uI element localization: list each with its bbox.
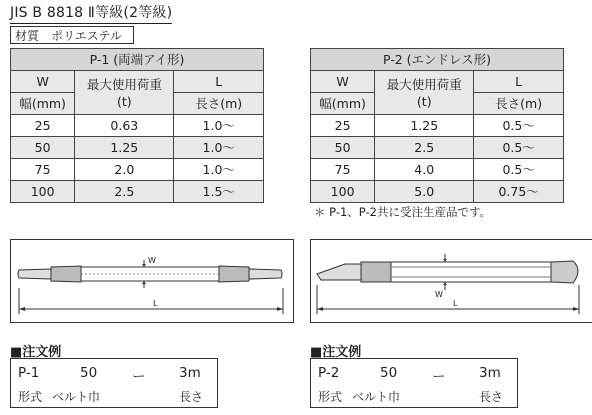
col-w-unit: 幅(mm) <box>11 93 75 115</box>
order-type-label: 形式 <box>318 390 343 404</box>
w-label: W <box>148 256 156 265</box>
order-type-label: 形式 <box>18 390 43 404</box>
order-width-label: ベルト巾 <box>352 390 401 404</box>
sling-p1-illustration <box>11 240 293 322</box>
col-load: 最大使用荷重 (t) <box>75 71 174 115</box>
diagram-p1 <box>10 239 294 323</box>
order-width-label: ベルト巾 <box>52 390 101 404</box>
table-row: 100 2.5 1.5〜 <box>11 181 264 203</box>
diagram-p2 <box>310 239 592 323</box>
table-row: 50 2.5 0.5〜 <box>311 137 564 159</box>
order-heading: ■注文例 <box>10 345 62 360</box>
order-length-label: 長さ <box>179 390 204 404</box>
table-row: 50 1.25 1.0〜 <box>11 137 264 159</box>
col-l-unit: 長さ(m) <box>474 93 564 115</box>
col-load: 最大使用荷重 (t) <box>375 71 474 115</box>
l-label: L <box>453 299 458 308</box>
order-length: 3m <box>179 365 201 381</box>
spec-table-p1 <box>10 48 264 203</box>
order-heading: ■注文例 <box>310 345 362 360</box>
order-width: 50 <box>380 365 398 381</box>
col-l: L <box>474 71 564 93</box>
order-length: 3m <box>479 365 501 381</box>
w-label: W <box>435 290 443 299</box>
table-row: 75 2.0 1.0〜 <box>11 159 264 181</box>
order-dash: ー <box>432 369 446 385</box>
table-row: 75 4.0 0.5〜 <box>311 159 564 181</box>
table-header: P-1 (両端アイ形) <box>11 49 264 71</box>
order-example-p1 <box>10 358 218 408</box>
sling-p2-illustration <box>311 240 592 322</box>
order-dash: ー <box>132 369 146 385</box>
col-l-unit: 長さ(m) <box>174 93 264 115</box>
spec-table-p2 <box>310 48 564 203</box>
order-length-label: 長さ <box>479 390 504 404</box>
order-type: P-1 <box>18 365 40 381</box>
order-example-p2 <box>310 358 518 408</box>
production-note: ＊ P-1、P-2共に受注生産品です。 <box>314 205 492 219</box>
col-w: W <box>311 71 375 93</box>
col-w: W <box>11 71 75 93</box>
material-label: 材質 ポリエステル <box>10 26 134 44</box>
order-width: 50 <box>80 365 98 381</box>
order-type: P-2 <box>318 365 340 381</box>
table-row: 25 0.63 1.0〜 <box>11 115 264 137</box>
table-header: P-2 (エンドレス形) <box>311 49 564 71</box>
page-title: JIS B 8818 Ⅱ等級(2等級) <box>10 4 172 24</box>
col-l: L <box>174 71 264 93</box>
table-row: 25 1.25 0.5〜 <box>311 115 564 137</box>
col-w-unit: 幅(mm) <box>311 93 375 115</box>
l-label: L <box>153 299 158 308</box>
table-row: 100 5.0 0.75〜 <box>311 181 564 203</box>
